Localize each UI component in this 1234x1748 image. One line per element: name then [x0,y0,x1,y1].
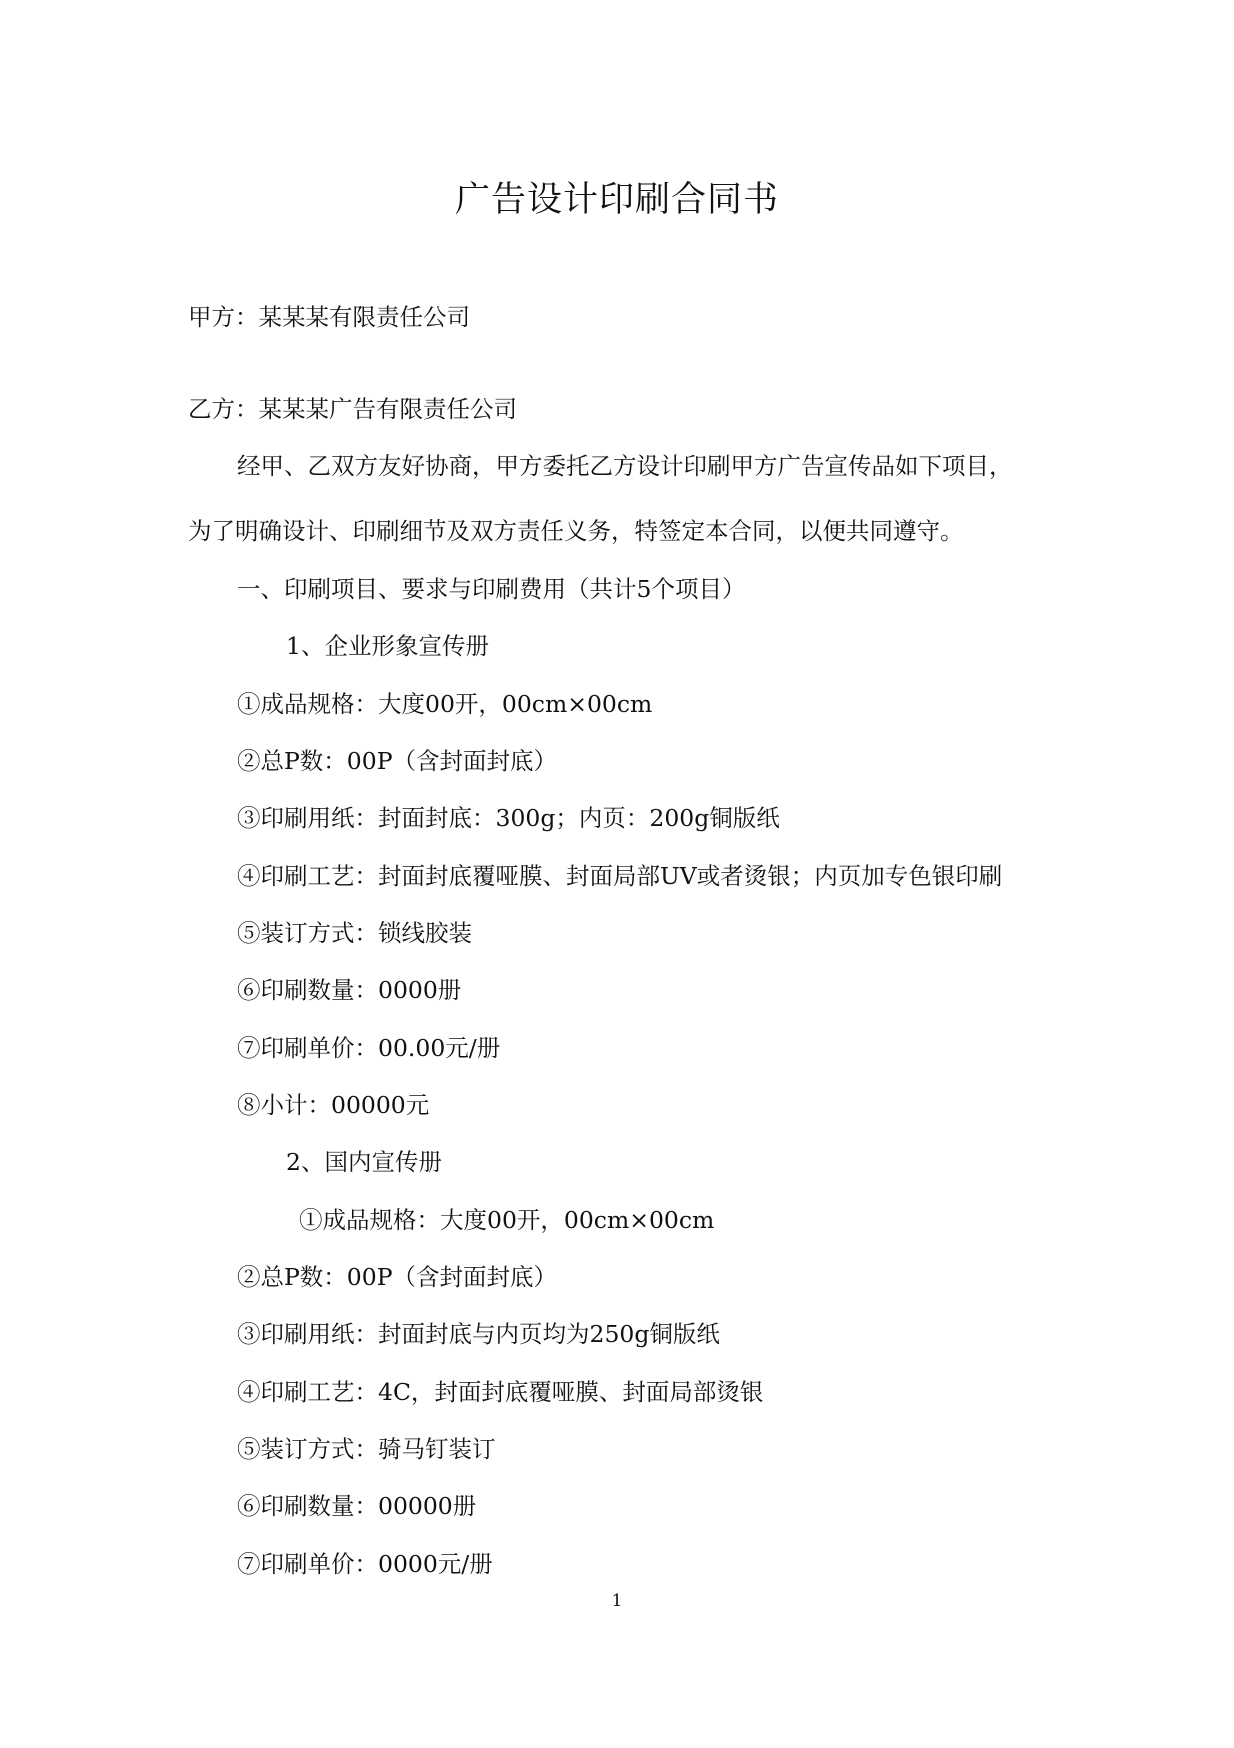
item-2-spec-binding: ⑤装订方式：骑马钉装订 [237,1435,496,1463]
party-b-line: 乙方：某某某广告有限责任公司 [188,395,517,423]
item-1-spec-paper: ③印刷用纸：封面封底：300g；内页：200g铜版纸 [237,804,780,832]
party-a-line: 甲方：某某某有限责任公司 [188,303,470,331]
item-1-heading: 1、企业形象宣传册 [286,632,489,660]
item-2-spec-process: ④印刷工艺：4C，封面封底覆哑膜、封面局部烫银 [237,1378,764,1406]
item-1-spec-process: ④印刷工艺：封面封底覆哑膜、封面局部UV或者烫银；内页加专色银印刷 [237,862,1003,890]
item-2-spec-quantity: ⑥印刷数量：00000册 [237,1492,477,1520]
section-1-heading: 一、印刷项目、要求与印刷费用（共计5个项目） [237,575,746,603]
item-2-spec-size: ①成品规格：大度00开，00cm×00cm [299,1206,715,1234]
item-2-spec-paper: ③印刷用纸：封面封底与内页均为250g铜版纸 [237,1320,720,1348]
item-1-spec-quantity: ⑥印刷数量：0000册 [237,976,462,1004]
item-2-spec-pages: ②总P数：00P（含封面封底） [237,1263,558,1291]
contract-title: 广告设计印刷合同书 [454,180,779,220]
item-1-spec-binding: ⑤装订方式：锁线胶装 [237,919,472,947]
item-1-spec-pages: ②总P数：00P（含封面封底） [237,747,558,775]
page-number: 1 [611,1591,623,1611]
item-2-heading: 2、国内宣传册 [286,1148,442,1176]
intro-paragraph-line-2: 为了明确设计、印刷细节及双方责任义务，特签定本合同，以便共同遵守。 [188,517,964,545]
item-1-spec-subtotal: ⑧小计：00000元 [237,1091,430,1119]
item-1-spec-size: ①成品规格：大度00开，00cm×00cm [237,690,653,718]
item-2-spec-unit-price: ⑦印刷单价：0000元/册 [237,1550,493,1578]
item-1-spec-unit-price: ⑦印刷单价：00.00元/册 [237,1034,501,1062]
intro-paragraph-line-1: 经甲、乙双方友好协商，甲方委托乙方设计印刷甲方广告宣传品如下项目， [237,452,1013,480]
